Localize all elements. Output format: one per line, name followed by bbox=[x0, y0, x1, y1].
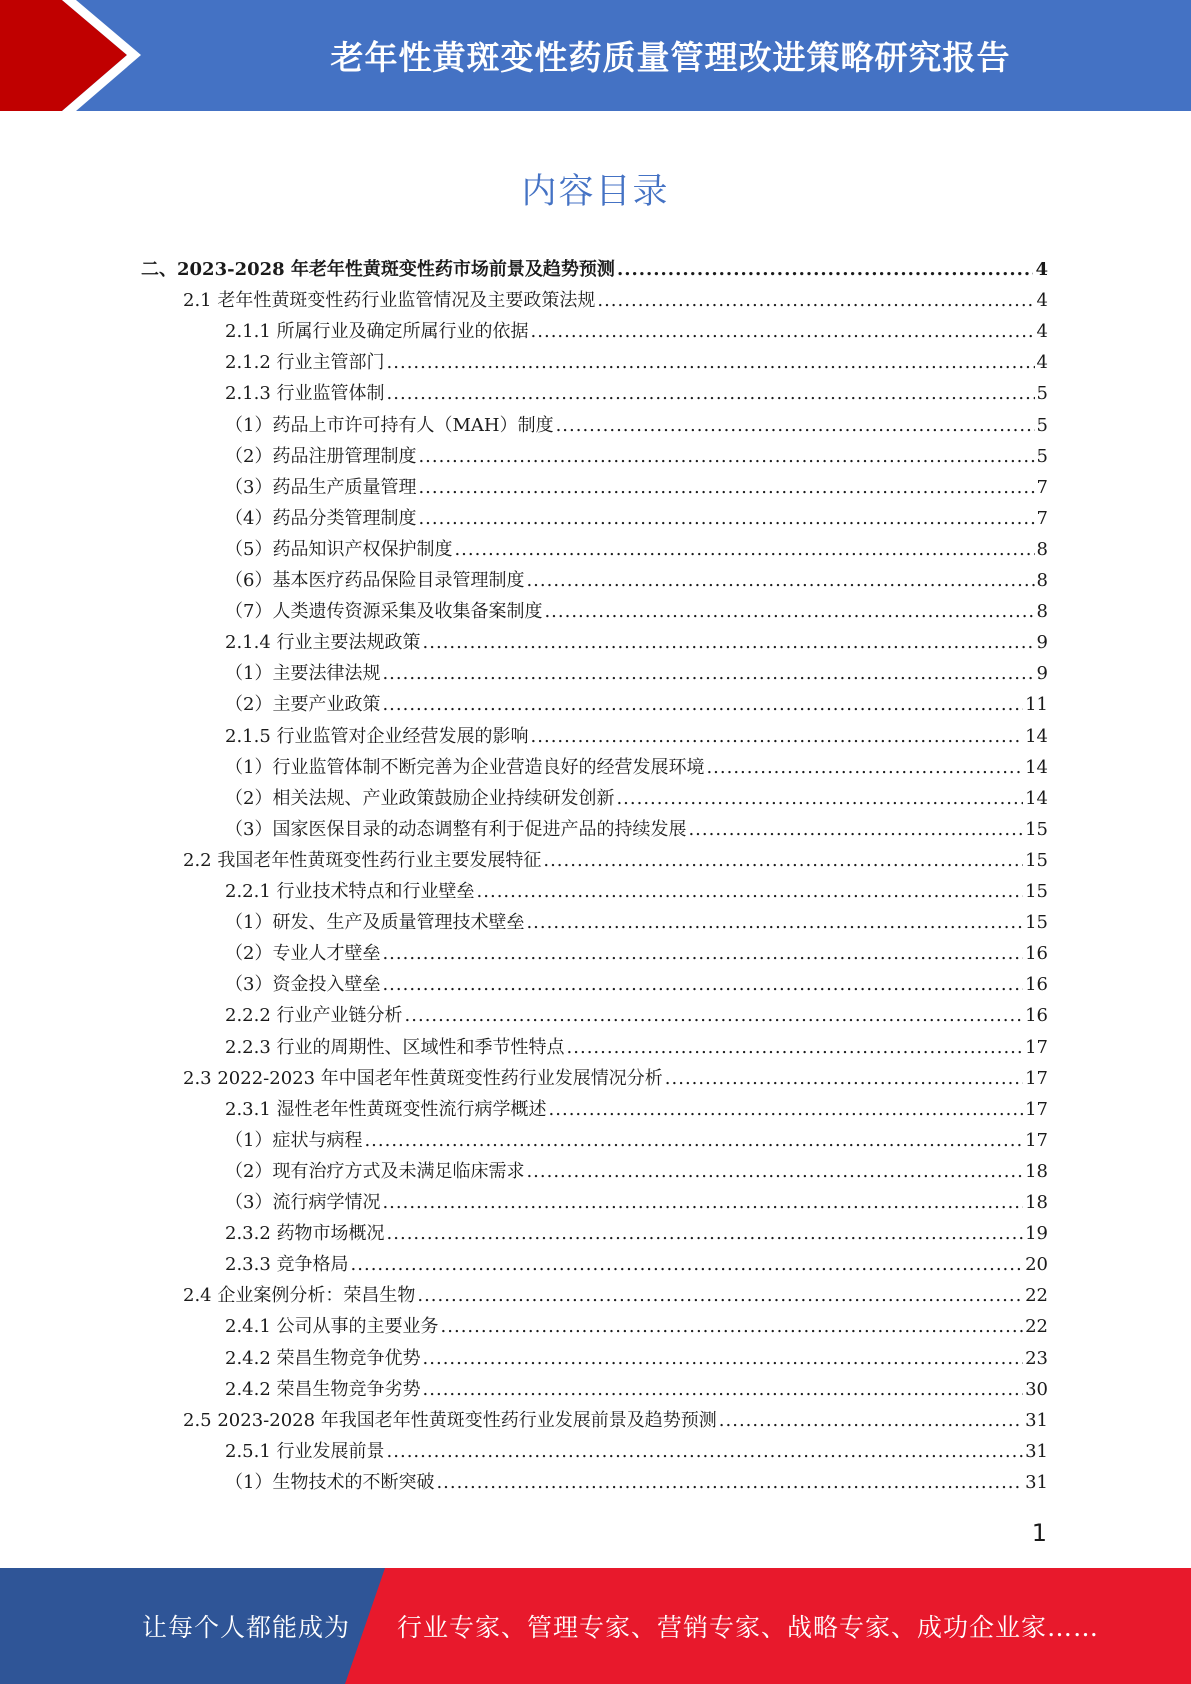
toc-entry[interactable] bbox=[225, 347, 1048, 378]
toc-entry-page: 15 bbox=[1025, 818, 1048, 840]
toc-entry[interactable] bbox=[225, 689, 1048, 720]
toc-entry-page: 19 bbox=[1025, 1223, 1048, 1245]
toc-entry-page: 16 bbox=[1025, 1005, 1048, 1027]
report-title: 老年性黄斑变性药质量管理改进策略研究报告 bbox=[330, 38, 1011, 77]
toc-entry-label: （7）人类遗传资源采集及收集备案制度 bbox=[225, 601, 543, 623]
toc-entry-page: 16 bbox=[1025, 974, 1048, 996]
toc-entry-page: 14 bbox=[1025, 756, 1048, 778]
toc-leader-dots bbox=[531, 316, 1035, 347]
toc-entry-label: （6）基本医疗药品保险目录管理制度 bbox=[225, 570, 525, 591]
toc-leader-dots bbox=[616, 783, 1023, 814]
toc-entry-label: （1）生物技术的不断突破 bbox=[225, 1471, 435, 1493]
toc-entry-label: 2.5 2023-2028 年我国老年性黄斑变性药行业发展前景及趋势预测 bbox=[183, 1409, 717, 1431]
toc-leader-dots bbox=[387, 347, 1035, 378]
toc-entry-label: 2.1.5 行业监管对企业经营发展的影响 bbox=[225, 725, 529, 747]
toc-entry-label: 2.1.2 行业主管部门 bbox=[225, 352, 385, 374]
toc-entry-page: 30 bbox=[1025, 1378, 1048, 1400]
toc-leader-dots bbox=[418, 472, 1034, 503]
toc-entry-label: 2.1.3 行业监管体制 bbox=[225, 383, 385, 405]
toc-entry-page: 14 bbox=[1025, 725, 1048, 747]
toc-entry[interactable] bbox=[225, 1343, 1048, 1374]
toc-entry[interactable] bbox=[225, 534, 1048, 565]
toc-entry-label: （3）资金投入壁垒 bbox=[225, 974, 381, 996]
toc-entry[interactable] bbox=[225, 907, 1048, 938]
toc-entry[interactable] bbox=[225, 410, 1048, 441]
toc-entry-label: 2.3 2022-2023 年中国老年性黄斑变性药行业发展情况分析 bbox=[183, 1067, 663, 1089]
toc-entry[interactable] bbox=[225, 441, 1048, 472]
toc-entry-page: 16 bbox=[1025, 943, 1048, 965]
toc-entry[interactable] bbox=[225, 1125, 1048, 1156]
footer-slogan-left: 让每个人都能成为 bbox=[142, 1613, 351, 1642]
footer-banner bbox=[0, 1568, 1191, 1684]
toc-leader-dots bbox=[665, 1063, 1023, 1094]
page-number: 1 bbox=[1031, 1519, 1047, 1547]
toc-entry[interactable] bbox=[183, 845, 1048, 876]
toc-entry[interactable] bbox=[225, 1187, 1048, 1218]
toc-entry-label: 2.4.2 荣昌生物竞争劣势 bbox=[225, 1378, 421, 1400]
toc-entry[interactable] bbox=[225, 378, 1048, 409]
toc-entry-page: 15 bbox=[1025, 912, 1048, 934]
toc-leader-dots bbox=[423, 1374, 1024, 1405]
toc-entry[interactable] bbox=[183, 1063, 1048, 1094]
toc-entry[interactable] bbox=[225, 1311, 1048, 1342]
toc-leader-dots bbox=[567, 1032, 1024, 1063]
toc-entry-page: 4 bbox=[1036, 290, 1048, 312]
toc-entry-page: 9 bbox=[1036, 663, 1048, 685]
toc-entry-page: 7 bbox=[1036, 476, 1048, 498]
toc-entry[interactable] bbox=[141, 254, 1048, 285]
toc-entry[interactable] bbox=[225, 596, 1048, 627]
toc-entry[interactable] bbox=[225, 814, 1048, 845]
toc-entry-label: （1）行业监管体制不断完善为企业营造良好的经营发展环境 bbox=[225, 756, 705, 778]
toc-entry-page: 8 bbox=[1036, 601, 1048, 623]
toc-entry-label: （2）专业人才壁垒 bbox=[225, 943, 381, 965]
toc-entry-page: 7 bbox=[1036, 507, 1048, 529]
toc-leader-dots bbox=[405, 1000, 1024, 1031]
footer-slogan-right: 行业专家、管理专家、营销专家、战略专家、成功企业家…… bbox=[397, 1613, 1100, 1642]
toc-entry-page: 17 bbox=[1025, 1067, 1048, 1089]
toc-leader-dots bbox=[688, 814, 1023, 845]
toc-entry-label: 2.2 我国老年性黄斑变性药行业主要发展特征 bbox=[183, 849, 542, 871]
toc-entry-label: 2.3.1 湿性老年性黄斑变性流行病学概述 bbox=[225, 1098, 547, 1120]
toc-entry[interactable] bbox=[225, 721, 1048, 752]
toc-entry-label: 二、2023-2028 年老年性黄斑变性药市场前景及趋势预测 bbox=[141, 259, 615, 280]
toc-entry-label: （1）主要法律法规 bbox=[225, 663, 381, 685]
toc-entry[interactable] bbox=[225, 1218, 1048, 1249]
toc-entry[interactable] bbox=[225, 1467, 1048, 1498]
toc-entry-label: 2.3.3 竞争格局 bbox=[225, 1254, 349, 1276]
toc-entry[interactable] bbox=[225, 1436, 1048, 1467]
toc-entry[interactable] bbox=[225, 938, 1048, 969]
toc-entry-page: 5 bbox=[1036, 414, 1048, 436]
toc-entry-page: 17 bbox=[1025, 1129, 1048, 1151]
toc-entry-page: 31 bbox=[1025, 1440, 1048, 1462]
toc-entry-label: 2.4 企业案例分析：荣昌生物 bbox=[183, 1285, 416, 1307]
toc-entry-page: 31 bbox=[1025, 1409, 1048, 1431]
toc-leader-dots bbox=[382, 938, 1023, 969]
toc-leader-dots bbox=[477, 876, 1024, 907]
toc-leader-dots bbox=[617, 254, 1034, 285]
toc-entry[interactable] bbox=[225, 1249, 1048, 1280]
toc-leader-dots bbox=[531, 721, 1024, 752]
toc-leader-dots bbox=[597, 285, 1034, 316]
toc-entry-page: 5 bbox=[1036, 383, 1048, 405]
toc-leader-dots bbox=[556, 410, 1035, 441]
toc-entry-label: （2）现有治疗方式及未满足临床需求 bbox=[225, 1160, 525, 1182]
toc-leader-dots bbox=[423, 627, 1035, 658]
toc-leader-dots bbox=[387, 1436, 1024, 1467]
toc-leader-dots bbox=[382, 658, 1034, 689]
toc-entry[interactable] bbox=[183, 285, 1048, 316]
toc-entry-label: 2.1.4 行业主要法规政策 bbox=[225, 632, 421, 654]
toc-entry-label: 2.5.1 行业发展前景 bbox=[225, 1440, 385, 1462]
toc-entry[interactable] bbox=[225, 1000, 1048, 1031]
toc-entry-page: 17 bbox=[1025, 1036, 1048, 1058]
toc-leader-dots bbox=[418, 441, 1034, 472]
toc-entry[interactable] bbox=[225, 783, 1048, 814]
toc-leader-dots bbox=[441, 1311, 1024, 1342]
toc-leader-dots bbox=[382, 1187, 1023, 1218]
toc-leader-dots bbox=[543, 845, 1023, 876]
toc-entry[interactable] bbox=[225, 627, 1048, 658]
toc-leader-dots bbox=[436, 1467, 1023, 1498]
toc-leader-dots bbox=[387, 1218, 1024, 1249]
toc-entry-label: 2.2.1 行业技术特点和行业壁垒 bbox=[225, 881, 475, 902]
toc-leader-dots bbox=[454, 534, 1034, 565]
toc-entry[interactable] bbox=[225, 752, 1048, 783]
toc-entry[interactable] bbox=[225, 565, 1048, 596]
toc-entry-page: 17 bbox=[1025, 1098, 1048, 1120]
toc-entry-page: 23 bbox=[1025, 1347, 1048, 1369]
toc-leader-dots bbox=[417, 1280, 1023, 1311]
toc-leader-dots bbox=[418, 503, 1034, 534]
toc-entry-label: （5）药品知识产权保护制度 bbox=[225, 538, 453, 560]
toc-entry-label: （3）药品生产质量管理 bbox=[225, 476, 417, 498]
toc-leader-dots bbox=[382, 969, 1023, 1000]
toc-entry-label: （2）相关法规、产业政策鼓励企业持续研发创新 bbox=[225, 787, 615, 809]
toc-entry-page: 8 bbox=[1036, 570, 1048, 591]
toc-entry-label: （1）研发、生产及质量管理技术壁垒 bbox=[225, 912, 525, 934]
toc-entry-page: 4 bbox=[1036, 352, 1048, 374]
toc-entry-page: 14 bbox=[1025, 787, 1048, 809]
toc-leader-dots bbox=[549, 1094, 1024, 1125]
toc-leader-dots bbox=[423, 1343, 1024, 1374]
toc-leader-dots bbox=[526, 907, 1023, 938]
toc-leader-dots bbox=[382, 689, 1023, 720]
toc-entry[interactable] bbox=[225, 1374, 1048, 1405]
toc-entry[interactable] bbox=[225, 1156, 1048, 1187]
toc-leader-dots bbox=[544, 596, 1034, 627]
toc-entry-label: （2）主要产业政策 bbox=[225, 694, 381, 716]
toc-entry-label: （3）流行病学情况 bbox=[225, 1192, 381, 1213]
toc-entry-page: 18 bbox=[1025, 1160, 1048, 1182]
toc-entry-page: 22 bbox=[1025, 1316, 1048, 1338]
toc-entry-page: 18 bbox=[1025, 1192, 1048, 1213]
header-banner bbox=[0, 0, 1191, 111]
toc-entry-label: （3）国家医保目录的动态调整有利于促进产品的持续发展 bbox=[225, 818, 687, 840]
toc-entry-page: 20 bbox=[1025, 1254, 1048, 1276]
toc-entry-label: 2.1.1 所属行业及确定所属行业的依据 bbox=[225, 321, 529, 343]
toc-entry-label: 2.4.1 公司从事的主要业务 bbox=[225, 1316, 439, 1338]
toc-entry[interactable] bbox=[225, 503, 1048, 534]
toc-entry[interactable] bbox=[225, 472, 1048, 503]
toc-entry-label: （1）症状与病程 bbox=[225, 1129, 363, 1151]
toc-entry[interactable] bbox=[225, 658, 1048, 689]
toc-entry-page: 31 bbox=[1025, 1471, 1048, 1493]
toc-entry[interactable] bbox=[183, 1280, 1048, 1311]
toc-entry-label: （2）药品注册管理制度 bbox=[225, 445, 417, 467]
toc-entry-page: 9 bbox=[1036, 632, 1048, 654]
toc-entry[interactable] bbox=[225, 1032, 1048, 1063]
toc-entry[interactable] bbox=[225, 316, 1048, 347]
toc-entry-label: 2.2.2 行业产业链分析 bbox=[225, 1005, 403, 1027]
toc-entry-label: 2.2.3 行业的周期性、区域性和季节性特点 bbox=[225, 1036, 565, 1058]
toc-leader-dots bbox=[351, 1249, 1024, 1280]
toc-leader-dots bbox=[526, 565, 1034, 596]
toc-leader-dots bbox=[387, 378, 1035, 409]
toc-entry-label: （4）药品分类管理制度 bbox=[225, 507, 417, 529]
toc-entry-page: 15 bbox=[1025, 881, 1048, 902]
toc-entry[interactable] bbox=[225, 876, 1048, 907]
toc-entry[interactable] bbox=[225, 969, 1048, 1000]
toc-entry-page: 4 bbox=[1036, 321, 1048, 343]
toc-entry-label: （1）药品上市许可持有人（MAH）制度 bbox=[225, 414, 554, 436]
toc-entry[interactable] bbox=[183, 1405, 1048, 1436]
toc-entry-page: 5 bbox=[1036, 445, 1048, 467]
toc-entry-page: 11 bbox=[1025, 694, 1048, 716]
toc-leader-dots bbox=[719, 1405, 1023, 1436]
toc-entry-label: 2.1 老年性黄斑变性药行业监管情况及主要政策法规 bbox=[183, 290, 596, 312]
toc-entry-page: 4 bbox=[1035, 259, 1048, 280]
toc-leader-dots bbox=[364, 1125, 1023, 1156]
toc-leader-dots bbox=[526, 1156, 1023, 1187]
toc-entry-page: 22 bbox=[1025, 1285, 1048, 1307]
toc-entry-label: 2.4.2 荣昌生物竞争优势 bbox=[225, 1347, 421, 1369]
toc-entry[interactable] bbox=[225, 1094, 1048, 1125]
toc-leader-dots bbox=[706, 752, 1023, 783]
toc-heading: 内容目录 bbox=[521, 172, 670, 212]
toc-entry-page: 15 bbox=[1025, 849, 1048, 871]
toc-entry-label: 2.3.2 药物市场概况 bbox=[225, 1223, 385, 1245]
toc-entry-page: 8 bbox=[1036, 538, 1048, 560]
